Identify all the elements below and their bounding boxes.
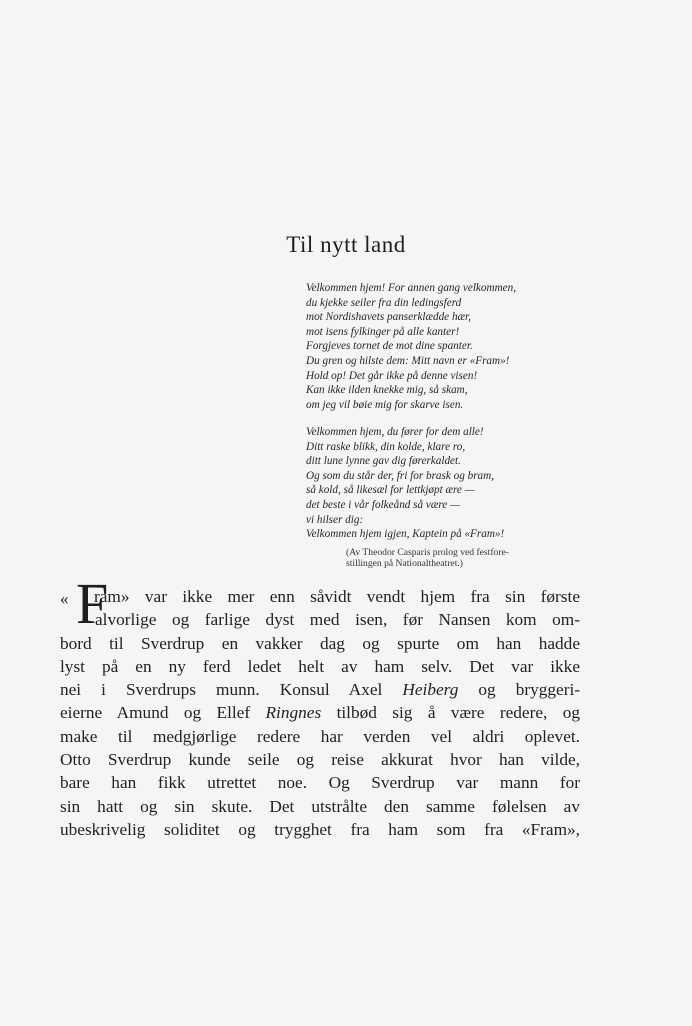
name-ringnes: Ringnes xyxy=(265,703,322,723)
source-line: (Av Theodor Casparis prolog ved festfore- xyxy=(346,547,509,558)
drop-cap: F xyxy=(76,571,109,636)
text-line: alvorlige og farlige dyst med isen, før Nansen kom om- xyxy=(95,610,580,630)
text-line: bord til Sverdrup en vakker dag og spurte om han hadde xyxy=(60,633,580,653)
poem-line: Velkommen hjem! For annen gang velkommen, xyxy=(306,282,517,294)
poem-stanza-1 xyxy=(306,281,596,412)
text-segment: nei i Sverdrups munn. Konsul Axel xyxy=(60,680,383,700)
text-line xyxy=(60,678,580,701)
chapter-title: Til nytt land xyxy=(286,232,406,257)
poem-source-note xyxy=(346,547,586,569)
poem-line: vi hilser dig: xyxy=(306,513,364,526)
text-line: lyst på en ny ferd ledet helt av ham selv. Det var ikke xyxy=(60,656,580,676)
poem-line: Forgjeves tornet de mot dine spanter. xyxy=(306,340,473,353)
source-line: stillingen på Nationaltheatret.) xyxy=(346,558,463,569)
opening-quote: « xyxy=(60,589,69,608)
poem-line: Velkommen hjem igjen, Kaptein på «Fram»! xyxy=(306,528,505,541)
poem-line: Kan ikke ilden knekke mig, så skam, xyxy=(306,384,468,397)
name-heiberg: Heiberg xyxy=(402,680,459,700)
poem-line: om jeg vil bøie mig for skarve isen. xyxy=(306,398,464,411)
poem-line: det beste i vår folkeånd så være — xyxy=(306,498,461,511)
text-line: ram» var ikke mer enn såvidt vendt hjem fra sin første xyxy=(94,587,580,606)
text-line xyxy=(60,701,580,724)
poem-line: ditt lune lynne gav dig førerkaldet. xyxy=(306,455,461,468)
poem-line: så kold, så likesæl for lettkjøpt ære — xyxy=(306,484,475,497)
poem-stanza-2 xyxy=(306,425,596,542)
text-line: Otto Sverdrup kunde seile og reise akkurat hvor han vilde, xyxy=(60,750,580,770)
poem-line: Ditt raske blikk, din kolde, klare ro, xyxy=(306,440,466,453)
poem-line: du kjekke seiler fra din ledingsferd xyxy=(306,296,462,309)
text-segment: eierne Amund og Ellef xyxy=(60,703,251,723)
poem-line: Du gren og hilste dem: Mitt navn er «Fram»! xyxy=(306,354,510,367)
poem-line: mot isens fylkinger på alle kanter! xyxy=(306,325,460,338)
text-line: make til medgjørlige redere har verden vel aldri oplevet. xyxy=(60,726,580,746)
text-line: ubeskrivelig soliditet og trygghet fra ham som fra «Fram», xyxy=(60,819,580,839)
text-segment: og bryggeri- xyxy=(478,680,581,700)
text-segment: tilbød sig å være redere, og xyxy=(336,703,580,723)
poem-line: Og som du står der, fri for brask og bram, xyxy=(306,469,495,482)
text-line: sin hatt og sin skute. Det utstrålte den samme følelsen av xyxy=(60,796,580,816)
text-line: bare han fikk utrettet noe. Og Sverdrup var mann for xyxy=(60,773,580,793)
poem-line: mot Nordishavets panserklædde hær, xyxy=(306,311,471,324)
poem-line: Hold op! Det går ikke på denne visen! xyxy=(306,369,478,382)
body-text xyxy=(60,571,581,841)
poem-line: Velkommen hjem, du fører for dem alle! xyxy=(306,426,484,438)
